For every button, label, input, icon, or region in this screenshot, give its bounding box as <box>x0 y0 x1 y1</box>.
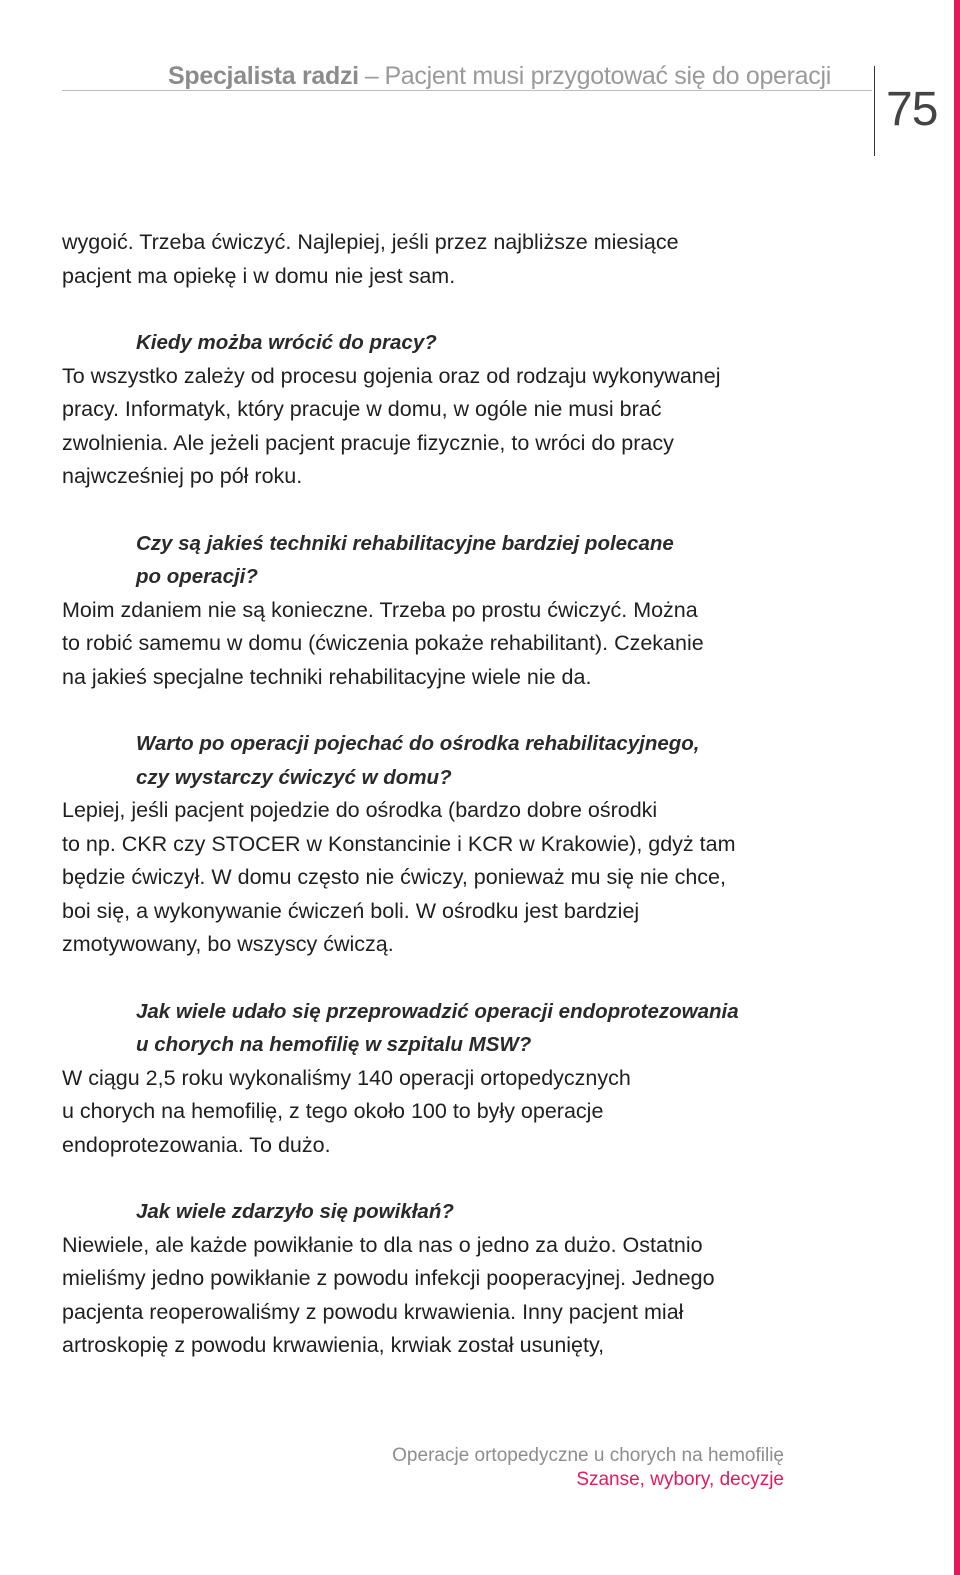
footer-subtitle: Szanse, wybory, decyzje <box>576 1469 784 1490</box>
article-body <box>62 226 802 1363</box>
text-line: Jak wiele zdarzyło się powikłań? <box>136 1200 454 1223</box>
text-line: artroskopię z powodu krwawienia, krwiak został usunięty, <box>62 1333 605 1357</box>
text-line: W ciągu 2,5 roku wykonaliśmy 140 operacji ortopedycznych <box>62 1065 631 1090</box>
text-line: po operacji? <box>136 565 258 588</box>
running-header <box>168 62 831 91</box>
header-separator: – <box>364 62 379 90</box>
text-line: pracy. Informatyk, który pracuje w domu, w ogóle nie musi brać <box>62 397 662 421</box>
header-section: Specjalista radzi <box>168 62 359 90</box>
text-line: zmotywowany, bo wszyscy ćwiczą. <box>62 932 394 956</box>
text-line: to np. CKR czy STOCER w Konstancinie i KCR w Krakowie), gdyż tam <box>62 831 736 856</box>
text-line: endoprotezowania. To dużo. <box>62 1132 331 1157</box>
text-line: pacjent ma opiekę i w domu nie jest sam. <box>62 263 456 288</box>
header-vertical-rule <box>874 66 875 156</box>
text-line: Jak wiele udało się przeprowadzić operacji endoprotezowania <box>136 999 739 1023</box>
question-heading <box>136 1195 802 1229</box>
text-line: mieliśmy jedno powikłanie z powodu infekcji pooperacyjnej. Jednego <box>62 1266 715 1290</box>
text-line: To wszystko zależy od procesu gojenia oraz od rodzaju wykonywanej <box>62 363 721 388</box>
text-line: to robić samemu w domu (ćwiczenia pokaże rehabilitant). Czekanie <box>62 631 704 655</box>
answer-paragraph <box>62 794 802 962</box>
answer-paragraph <box>62 594 802 695</box>
text-line: najwcześniej po pół roku. <box>62 464 303 488</box>
text-line: zwolnienia. Ale jeżeli pacjent pracuje fizycznie, to wróci do pracy <box>62 430 674 455</box>
question-heading <box>136 527 802 594</box>
text-line: wygoić. Trzeba ćwiczyć. Najlepiej, jeśli przez najbliższe miesiące <box>62 230 679 254</box>
text-line: Czy są jakieś techniki rehabilitacyjne bardziej polecane <box>136 531 674 555</box>
text-line: boi się, a wykonywanie ćwiczeń boli. W ośrodku jest bardziej <box>62 898 640 923</box>
text-line: będzie ćwiczył. W domu często nie ćwiczy, ponieważ mu się nie chce, <box>62 865 726 889</box>
text-line: u chorych na hemofilię w szpitalu MSW? <box>136 1033 532 1056</box>
answer-paragraph <box>62 1229 802 1363</box>
running-footer <box>392 1444 784 1492</box>
text-line: Lepiej, jeśli pacjent pojedzie do ośrodka (bardzo dobre ośrodki <box>62 798 658 822</box>
text-line: Warto po operacji pojechać do ośrodka rehabilitacyjnego, <box>136 732 700 755</box>
text-line: u chorych na hemofilię, z tego około 100 to były operacje <box>62 1099 604 1123</box>
text-line: na jakieś specjalne techniki rehabilitacyjne wiele nie da. <box>62 664 592 689</box>
text-line: pacjenta reoperowaliśmy z powodu krwawienia. Inny pacjent miał <box>62 1299 684 1324</box>
header-rule <box>62 90 872 91</box>
footer-title: Operacje ortopedyczne u chorych na hemofilię <box>392 1445 784 1466</box>
text-line: Moim zdaniem nie są konieczne. Trzeba po prostu ćwiczyć. Można <box>62 597 698 622</box>
text-line: Niewiele, ale każde powikłanie to dla nas o jedno za dużo. Ostatnio <box>62 1232 703 1257</box>
answer-paragraph <box>62 360 802 494</box>
question-heading <box>136 727 802 794</box>
page-number: 75 <box>886 83 938 136</box>
text-line: Kiedy możba wrócić do pracy? <box>136 331 437 354</box>
answer-paragraph <box>62 1062 802 1163</box>
header-title: Pacjent musi przygotować się do operacji <box>384 62 831 90</box>
question-heading <box>136 326 802 360</box>
accent-edge-bar <box>954 0 960 1575</box>
answer-paragraph <box>62 226 802 293</box>
text-line: czy wystarczy ćwiczyć w domu? <box>136 765 452 789</box>
question-heading <box>136 995 802 1062</box>
